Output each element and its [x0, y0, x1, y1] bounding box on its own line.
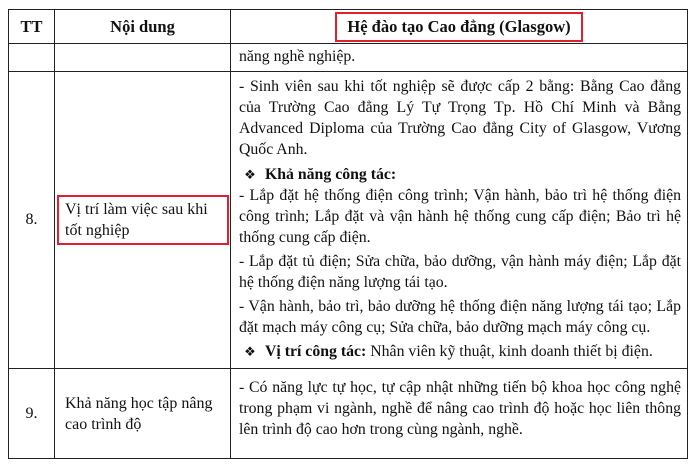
row8-section1-item-1: - Lắp đặt hệ thống điện công trình; Vận hành, bảo trì hệ thống điện công trình; Lắp đặt và vận hành hệ thống cung cấp điện; Bảo trì hệ thống cung cấp điện. [239, 187, 681, 246]
row8-section1-item-3: - Vận hành, bảo trì, bảo dưỡng hệ thống điện năng lượng tái tạo; Lắp đặt mạch máy công cụ; Sửa chữa, bảo dưỡng mạch máy công cụ. [239, 298, 681, 336]
header-content: Nội dung [55, 10, 231, 44]
table-row-9 [9, 369, 688, 459]
row9-text: - Có năng lực tự học, tự cập nhật những tiến bộ khoa học công nghệ trong phạm vi ngành, nghề để nâng cao trình độ hoặc học liên thông lên trình độ cao hơn trong cùng ngành, nghề. [239, 379, 681, 438]
row8-label-highlight: Vị trí làm việc sau khi tốt nghiệp [57, 195, 229, 245]
row8-section1-item-2: - Lắp đặt tủ điện; Sửa chữa, bảo dưỡng, vận hành máy điện; Lắp đặt hệ thống điện năng lượng tái tạo. [239, 253, 681, 291]
row8-section1-title: Khả năng công tác: [264, 166, 397, 183]
header-tt: TT [9, 10, 55, 44]
diamond-bullet-icon: ❖ [244, 167, 256, 182]
header-program-highlight: Hệ đào tạo Cao đẳng (Glasgow) [335, 12, 582, 42]
table-row-8 [9, 72, 688, 369]
row9-number: 9. [9, 369, 55, 459]
row-previous-number [9, 44, 55, 72]
row9-label-cell [55, 369, 231, 459]
row8-section2 [239, 341, 681, 362]
header-row [9, 10, 688, 44]
header-program [231, 10, 688, 44]
row-previous-content [231, 44, 688, 72]
diamond-bullet-icon: ❖ [244, 344, 256, 359]
table-row-previous [9, 44, 688, 72]
row8-section2-title: Vị trí công tác: [264, 343, 367, 360]
row-previous-text: năng nghề nghiệp. [239, 48, 356, 65]
row8-intro: - Sinh viên sau khi tốt nghiệp sẽ được cấp 2 bằng: Bằng Cao đẳng của Trường Cao đẳng Lý Tự Trọng Tp. Hồ Chí Minh và Bằng Advanced Diploma của Trường Cao đẳng City of Glasgow, Vương Quốc Anh. [239, 78, 681, 158]
curriculum-table [8, 9, 688, 459]
row9-content [231, 369, 688, 459]
row8-section2-text: Nhân viên kỹ thuật, kinh doanh thiết bị điện. [370, 343, 653, 360]
row8-section1-heading [239, 164, 681, 185]
row9-label: Khả năng học tập nâng cao trình độ [65, 394, 213, 433]
row8-number: 8. [9, 72, 55, 369]
row8-label-cell [55, 72, 231, 369]
row8-content [231, 72, 688, 369]
row-previous-label [55, 44, 231, 72]
